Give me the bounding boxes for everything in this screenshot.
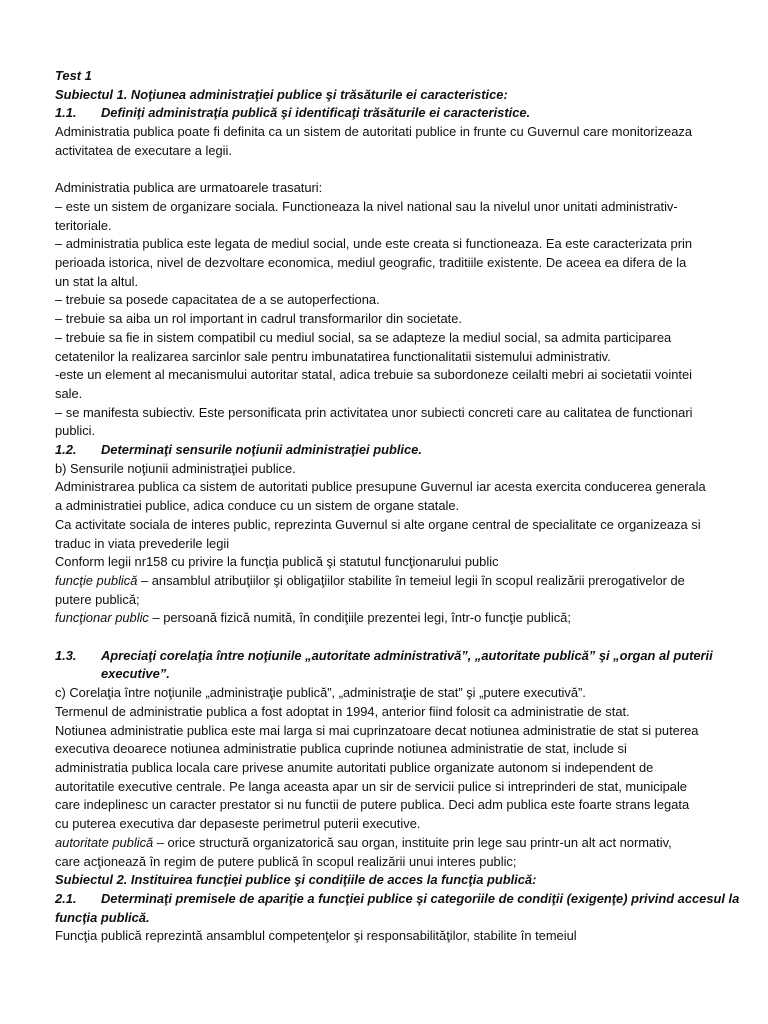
paragraph-line: b) Sensurile noţiunii administraţiei publice. [55,460,296,476]
definition-term: funcţie publică [55,572,138,588]
section-1-2-heading [55,441,715,460]
document-page [55,67,740,946]
paragraph-line: Termenul de administratie publica a fost adoptat in 1994, anterior fiind folosit ca administratie de stat. [55,703,630,719]
paragraph-line: – administratia publica este legata de mediul social, unde este creata si functioneaza. Ea este caracterizata prin [55,236,693,252]
blank-line [55,161,715,180]
paragraph-line: un stat la altul. [55,273,139,289]
blank-line [55,628,715,647]
definition-functie-publica [55,572,715,591]
paragraph-line: Administratia publica are urmatoarele trasaturi: [55,180,323,196]
section-title-continued: executive”. [101,666,170,682]
paragraph-line: putere publică; [55,591,140,607]
section-1-3-heading [55,647,715,666]
section-title: Apreciaţi corelaţia între noţiunile „autoritate administrativă”, „autoritate publică” şi „organ al puterii [101,647,713,663]
paragraph-line: Conform legii nr158 cu privire la funcţia publică şi statutul funcţionarului public [55,554,499,570]
definition-functionar-public [55,609,715,628]
paragraph-line: Administrarea publica ca sistem de autoritati publice presupune Guvernul iar acesta exercita conducerea generala [55,479,706,495]
section-title: Definiţi administraţia publică şi identificaţi trăsăturile ei caracteristice. [101,105,531,121]
paragraph-line: teritoriale. [55,217,112,233]
section-title: Determinaţi sensurile noţiunii administraţiei publice. [101,442,422,458]
section-number: 1.1. [55,105,77,121]
definition-text: – persoană fizică numită, în condiţiile prezentei legi, într-o funcţie publică; [148,610,571,626]
paragraph-line: c) Corelaţia între noţiunile „administraţie publică”, „administraţie de stat” şi „putere executivă”. [55,685,586,701]
paragraph-line: cu puterea executiva dar depaseste perimetrul puterii executive. [55,816,421,832]
definition-term: funcţionar public [55,610,149,626]
paragraph-line: – trebuie sa fie in sistem compatibil cu mediul social, sa se adapteze la mediul social, sa admita participarea [55,329,672,345]
paragraph-line: executiva deoarece notiunea administratie publica cuprinde notiunea administratie de stat, include si [55,741,627,757]
paragraph-line: care acţionează în regim de putere publică în scopul realizării unui interes public; [55,853,517,869]
paragraph-line: – trebuie sa posede capacitatea de a se autoperfectiona. [55,292,380,308]
section-number: 2.1. [55,890,77,906]
definition-text: – ansamblul atribuţiilor şi obligaţiilor stabilite în temeiul legii în scopul realizării prerogativelor de [137,572,685,588]
section-title: Determinaţi premisele de apariţie a funcţiei publice şi categoriile de condiţii (exigenţe) privind accesul la [101,890,740,906]
subject-1-heading: Subiectul 1. Noţiunea administraţiei publice şi trăsăturile ei caracteristice: [55,86,508,102]
definition-term: autoritate publică [55,834,154,850]
paragraph-line: Funcţia publică reprezintă ansamblul competenţelor şi responsabilităţilor, stabilite în temeiul [55,928,577,944]
paragraph-line: traduc in viata prevederile legii [55,535,230,551]
paragraph-line: – se manifesta subiectiv. Este personificata prin activitatea unor subiecti concreti care au calitatea de functionari [55,404,693,420]
subject-2-heading: Subiectul 2. Instituirea funcţiei publice şi condiţiile de acces la funcţia publică: [55,872,537,888]
paragraph-line: cetatenilor la realizarea sarcinlor sale pentru imbunatatirea functionalitatii sistemului administrativ. [55,348,611,364]
paragraph-line: autoritatile executive centrale. Pe langa aceasta apar un sir de servicii pulice si intreprinderi de stat, municipale [55,778,687,794]
paragraph-line: – este un sistem de organizare sociala. Functioneaza la nivel national sau la nivelul unor unitati administrativ- [55,198,678,214]
section-number: 1.2. [55,442,77,458]
paragraph-line: – trebuie sa aiba un rol important in cadrul transformarilor din societate. [55,311,462,327]
definition-autoritate-publica [55,834,715,853]
paragraph-line: Notiunea administratie publica este mai larga si mai cuprinzatoare decat notiunea administratie de stat si puterea [55,722,699,738]
paragraph-line: -este un element al mecanismului autoritar statal, adica trebuie sa subordoneze ceilalti mebri ai societatii vointei [55,367,692,383]
paragraph-line: care indeplinesc un caracter prestator si nu functii de putere publica. Deci adm publica este foarte strans legata [55,797,690,813]
paragraph-line: Ca activitate sociala de interes public, reprezinta Guvernul si alte organe central de specialitate ce organizeaza si [55,516,701,532]
test-title: Test 1 [55,68,92,83]
paragraph-line: sale. [55,385,83,401]
paragraph-line: activitatea de executare a legii. [55,142,232,158]
paragraph-line: Administratia publica poate fi definita ca un sistem de autoritati publice in frunte cu Guvernul care monitorizeaza [55,124,692,140]
section-1-1-heading [55,104,715,123]
definition-text: – orice structură organizatorică sau organ, instituite prin lege sau printr-un alt act normativ, [153,834,672,850]
section-2-1-heading [55,890,740,909]
paragraph-line: publici. [55,423,96,439]
section-title-continued: funcţia publică. [55,909,150,925]
paragraph-line: administratia publica locala care privese anumite autoritati publice organizate autonom si independent de [55,759,654,775]
section-number: 1.3. [55,647,77,663]
paragraph-line: perioada istorica, nivel de dezvoltare economica, mediul geografic, traditiile existente. De aceea ea difera de la [55,255,687,271]
paragraph-line: a administratiei publice, adica conduce cu un sistem de organe statale. [55,498,460,514]
